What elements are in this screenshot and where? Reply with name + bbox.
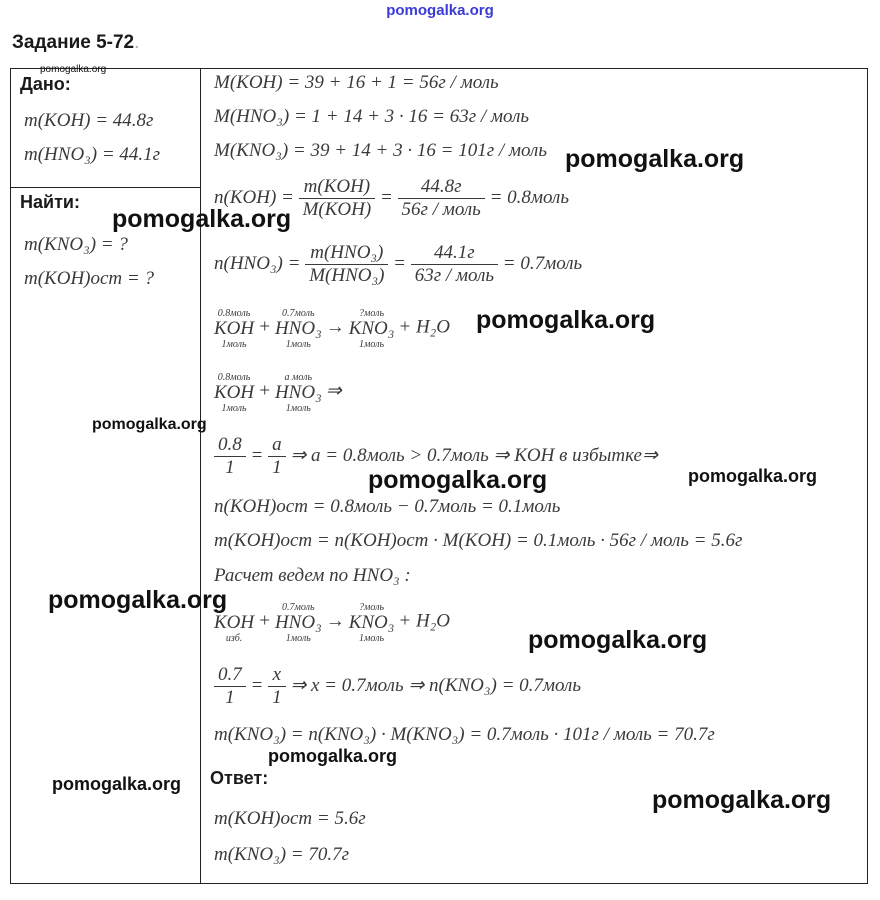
reaction-equation: 0.8моль KOH 1моль + a моль HNO₃ 1моль ⇒ — [214, 372, 342, 414]
watermark: pomogalka.org — [48, 586, 228, 614]
moles-koh-equation: n(KOH) = $\frac{\text{m(KOH)}}{\text{M(KOH)}}$ = $\frac{44.8г}{\text{56г / моль}}$ = 0.8моль — [214, 176, 569, 220]
given-line: m(KOH) = 44.8г — [24, 110, 154, 131]
watermark: pomogalka.org — [528, 626, 708, 654]
reaction-equation: 0.8моль KOH 1моль + 0.7моль HNO₃ 1моль → ?моль KNO₃ 1моль + H₂O — [214, 308, 450, 350]
watermark: pomogalka.org — [476, 306, 656, 334]
reaction-equation: KOH изб. + 0.7моль HNO₃ 1моль → ?моль KNO₃ 1моль + H₂O — [214, 602, 450, 644]
site-header-link[interactable]: pomogalka.org — [386, 2, 494, 19]
watermark: pomogalka.org — [652, 786, 832, 814]
watermark: pomogalka.org — [268, 746, 398, 766]
given-header: Дано: — [20, 74, 71, 94]
remaining-moles-line: n(KOH)ост = 0.8моль − 0.7моль = 0.1моль — [214, 496, 561, 517]
watermark: pomogalka.org — [112, 205, 292, 233]
watermark: pomogalka.org — [368, 466, 548, 494]
find-header: Найти: — [20, 192, 80, 212]
watermark: pomogalka.org — [565, 145, 745, 173]
molar-mass-line: M(HNO₃) = 1 + 14 + 3 · 16 = 63г / моль — [214, 106, 530, 127]
watermark: pomogalka.org — [52, 774, 182, 794]
given-line: m(HNO₃) = 44.1г — [24, 144, 161, 165]
watermark: pomogalka.org — [40, 64, 107, 75]
table-divider — [200, 68, 201, 884]
answer-line: m(KNO₃) = 70.7г — [214, 844, 350, 865]
answer-line: m(KOH)ост = 5.6г — [214, 808, 366, 829]
calculation-note: Расчет ведем по HNO₃ : — [214, 565, 411, 586]
find-line: m(KNO₃) = ? — [24, 234, 128, 255]
watermark: pomogalka.org — [92, 416, 207, 433]
moles-hno3-equation: n(HNO₃) = $\frac{\text{m(HNO₃)}}{\text{M(HNO₃)}}$ = $\frac{44.1г}{\text{63г / моль}}$ = 0.7моль — [214, 242, 583, 286]
table-divider — [10, 187, 201, 188]
answer-header: Ответ: — [210, 768, 269, 788]
remaining-mass-line: m(KOH)ост = n(KOH)ост · M(KOH) = 0.1моль · 56г / моль = 5.6г — [214, 530, 743, 551]
watermark: pomogalka.org — [688, 466, 818, 486]
find-line: m(KOH)ост = ? — [24, 268, 154, 289]
page-title: Задание 5-72. — [12, 32, 140, 53]
molar-mass-line: M(KNO₃) = 39 + 14 + 3 · 16 = 101г / моль — [214, 140, 547, 161]
ratio-equation: $\frac{0.7}{1}$ = $\frac{x}{1}$ ⇒ x = 0.7моль ⇒ n(KNO₃) = 0.7моль — [214, 664, 581, 709]
product-mass-line: m(KNO₃) = n(KNO₃) · M(KNO₃) = 0.7моль · 101г / моль = 70.7г — [214, 724, 715, 745]
ratio-equation: $\frac{0.8}{1}$ = $\frac{a}{1}$ ⇒ a = 0.8моль > 0.7моль ⇒ KOH в избытке⇒ — [214, 434, 658, 479]
molar-mass-line: M(KOH) = 39 + 16 + 1 = 56г / моль — [214, 72, 499, 93]
